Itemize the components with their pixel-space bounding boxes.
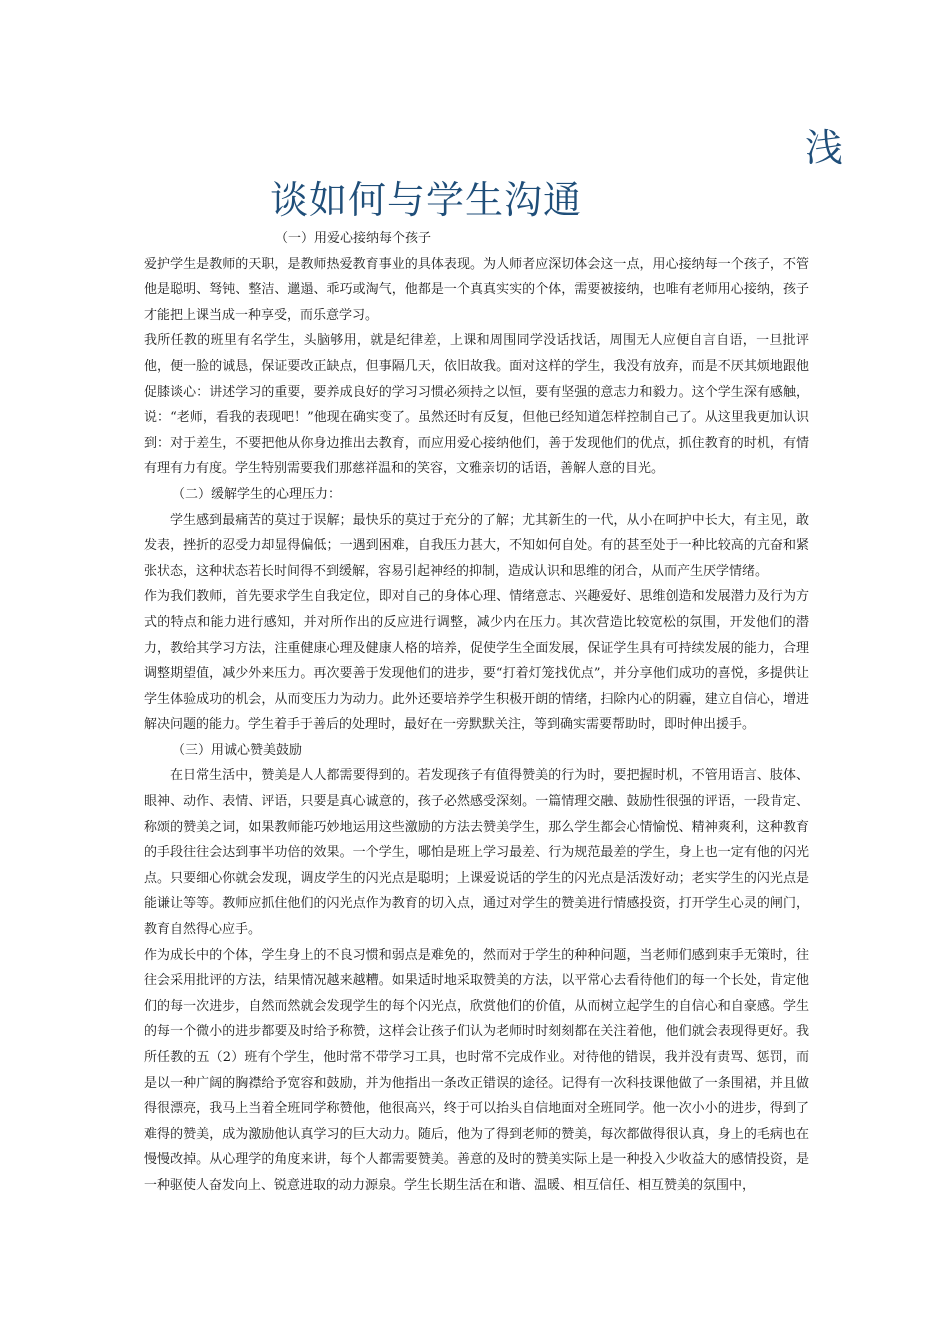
document-title-part1: 浅 xyxy=(805,126,844,170)
paragraph: 在日常生活中，赞美是人人都需要得到的。若发现孩子有值得赞美的行为时，要把握时机，不管用语言、肢体、眼神、动作、表情、评语，只要是真心诚意的，孩子必然感受深刻。一篇情理交融、鼓励性很强的评语，一段肯定、称颂的赞美之词，如果教师能巧妙地运用这些激励的方法去赞美学生，那么学生都会心情愉悦、精神爽利，这种教育的手段往往会达到事半功倍的效果。一个学生，哪怕是班上学习最差、行为规范最差的学生，身上也一定有他的闪光点。只要细心你就会发现，调皮学生的闪光点是聪明；上课爱说话的学生的闪光点是活泼好动；老实学生的闪光点是能谦让等等。教师应抓住他们的闪光点作为教育的切入点，通过对学生的赞美进行情感投资，打开学生心灵的闸门，教育自然得心应手。 xyxy=(144,768,809,938)
section-heading-3: （三）用诚心赞美鼓励 xyxy=(172,742,303,758)
document-body xyxy=(144,226,809,1199)
section-heading-2: （二）缓解学生的心理压力： xyxy=(172,486,342,502)
paragraph: 我所任教的班里有名学生，头脑够用，就是纪律差，上课和周围同学没话找话，周围无人应便自言自语，一旦批评他，便一脸的诚恳，保证要改正缺点，但事隔几天，依旧故我。面对这样的学生，我没有放弃，而是不厌其烦地跟他促膝谈心：讲述学习的重要，要养成良好的学习习惯必须持之以恒，要有坚强的意志力和毅力。这个学生深有感触，说：“老师，看我的表现吧！”他现在确实变了。虽然还时有反复，但他已经知道怎样控制自己了。从这里我更加认识到：对于差生，不要把他从你身边推出去教育，而应用爱心接纳他们，善于发现他们的优点，抓住教育的时机，有情有理有力有度。学生特别需要我们那慈祥温和的笑容，文雅亲切的话语，善解人意的目光。 xyxy=(144,333,809,477)
paragraph: 学生感到最痛苦的莫过于误解；最快乐的莫过于充分的了解；尤其新生的一代，从小在呵护中长大，有主见，敢发表，挫折的忍受力却显得偏低；一遇到困难，自我压力甚大，不知如何自处。有的甚至处于一种比较高的亢奋和紧张状态，这种状态若长时间得不到缓解，容易引起神经的抑制，造成认识和思维的闭合，从而产生厌学情绪。 xyxy=(144,512,809,579)
paragraph: 作为我们教师，首先要求学生自我定位，即对自己的身体心理、情绪意志、兴趣爱好、思维创造和发展潜力及行为方式的特点和能力进行感知，并对所作出的反应进行调整，减少内在压力。其次营造比较宽松的氛围，开发他们的潜力，教给其学习方法，注重健康心理及健康人格的培养，促使学生全面发展，保证学生具有可持续发展的能力，合理调整期望值，减少外来压力。再次要善于发现他们的进步，要“打着灯笼找优点”，并分享他们成功的喜悦，多提供让学生体验成功的机会，从而变压力为动力。此外还要培养学生积极开朗的情绪，扫除内心的阴霾，建立自信心，增进解决问题的能力。学生着手于善后的处理时，最好在一旁默默关注，等到确实需要帮助时，即时伸出援手。 xyxy=(144,589,809,733)
section-heading-1: （一）用爱心接纳每个孩子 xyxy=(275,231,432,246)
paragraph: 爱护学生是教师的天职，是教师热爱教育事业的具体表现。为人师者应深切体会这一点，用心接纳每一个孩子，不管他是聪明、驽钝、整洁、邋遢、乖巧或淘气，他都是一个真真实实的个体，需要被接纳，也唯有老师用心接纳，孩子才能把上课当成一种享受，而乐意学习。 xyxy=(144,256,809,323)
document-title-part2: 谈如何与学生沟通 xyxy=(270,178,583,222)
paragraph: 作为成长中的个体，学生身上的不良习惯和弱点是难免的，然而对于学生的种种问题，当老师们感到束手无策时，往往会采用批评的方法，结果情况越来越糟。如果适时地采取赞美的方法，以平常心去看待他们的每一个长处，肯定他们的每一次进步，自然而然就会发现学生的每个闪光点，欣赏他们的价值，从而树立起学生的自信心和自豪感。学生的每一个微小的进步都要及时给予称赞，这样会让孩子们认为老师时时刻刻都在关注着他，他们就会表现得更好。我所任教的五（2）班有个学生，他时常不带学习工具，也时常不完成作业。对待他的错误，我并没有责骂、惩罚，而是以一种广阔的胸襟给予宽容和鼓励，并为他指出一条改正错误的途径。记得有一次科技课他做了一条围裙，并且做得很漂亮，我马上当着全班同学称赞他，他很高兴，终于可以抬头自信地面对全班同学。他一次小小的进步，得到了难得的赞美，成为激励他认真学习的巨大动力。随后，他为了得到老师的赞美，每次都做得很认真，身上的毛病也在慢慢改掉。从心理学的角度来讲，每个人都需要赞美。善意的及时的赞美实际上是一种投入少收益大的感情投资，是一种驱使人奋发向上、锐意进取的动力源泉。学生长期生活在和谐、温暖、相互信任、相互赞美的氛围中， xyxy=(144,947,809,1193)
